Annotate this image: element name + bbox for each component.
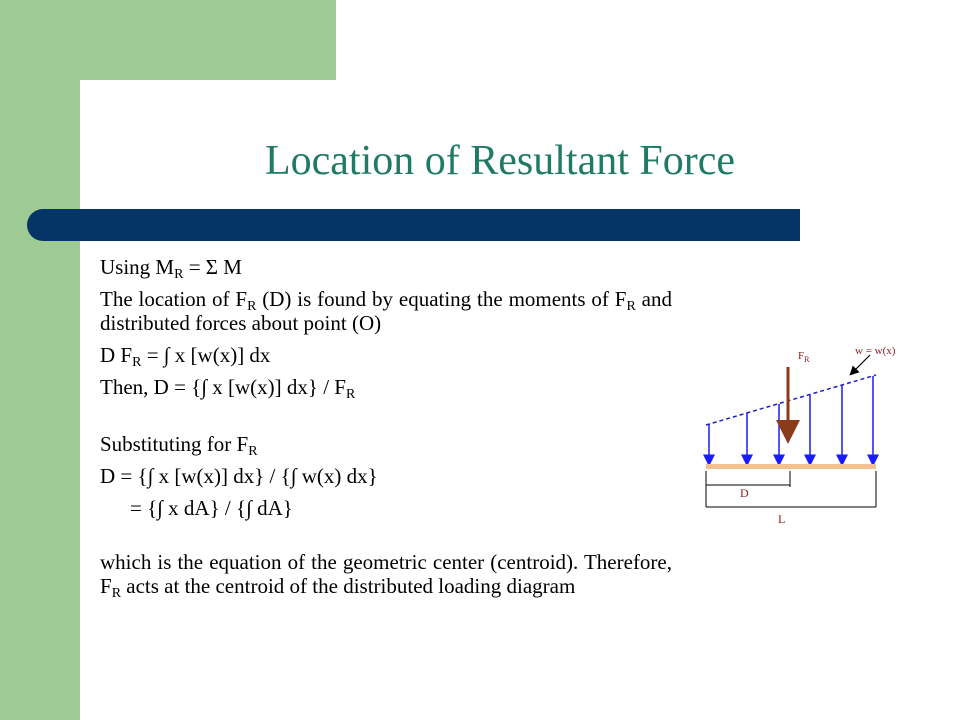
location-paragraph: The location of $F_R$ (D) is found by equating the moments of $F_R$ and distributed forces about point (O) (100, 287, 672, 335)
green-top-band (80, 0, 336, 80)
substituting-line: Substituting for $F_R$ (100, 432, 258, 459)
da-equation: = {∫ x dA} / {∫ dA} (130, 496, 293, 520)
d-fr-equation: D $F_R$ = ∫ x [w(x)] dx (100, 343, 271, 370)
green-side-band (0, 0, 80, 720)
using-line: Using $M_R = \Sigma$ M (100, 255, 242, 282)
title-underline-bar (27, 209, 800, 241)
rounded-corner (80, 80, 140, 140)
l-label: L (778, 512, 786, 526)
w-label: w = w(x) (855, 345, 896, 357)
fr-label: $F_R$ (798, 350, 810, 364)
slide-title: Location of Resultant Force (264, 138, 736, 184)
conclusion-paragraph: which is the equation of the geometric center (centroid). Therefore, $F_R$ acts at the centroid of the distributed loading diagram (100, 550, 672, 601)
load-arrows (709, 376, 873, 462)
d-integral-equation: D = {∫ x [w(x)] dx} / {∫ w(x) dx} (100, 464, 378, 488)
then-equation: Then, D = {∫ x [w(x)] $dx\} / F_R$ (100, 375, 356, 402)
body-text (100, 255, 672, 601)
beam (706, 464, 876, 469)
d-label: D (740, 486, 749, 500)
w-pointer-arrow (852, 355, 870, 373)
load-curve-line (706, 375, 876, 425)
distributed-load-diagram (690, 335, 930, 535)
